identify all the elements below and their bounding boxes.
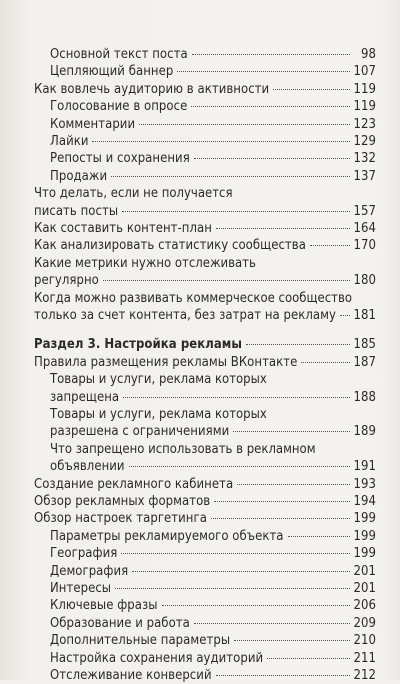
toc-entry-title: Демография <box>50 563 129 579</box>
toc-entry <box>34 82 376 98</box>
toc-page-number: 185 <box>353 337 376 353</box>
toc-entry <box>34 355 376 371</box>
toc-entry <box>50 151 376 167</box>
dot-leader <box>194 158 350 159</box>
toc-page-number: 181 <box>353 308 376 323</box>
toc-page-number: 209 <box>353 615 376 631</box>
dot-leader <box>237 484 349 485</box>
toc-page-number: 164 <box>353 221 376 236</box>
toc-entry <box>50 169 376 185</box>
toc-entry <box>34 511 376 527</box>
toc-entry-title: Настройка сохранения аудиторий <box>50 650 264 666</box>
toc-page-number: 187 <box>353 354 376 370</box>
toc-entry-title: запрещена <box>50 389 120 405</box>
toc-page-number: 189 <box>353 424 376 440</box>
toc-entry-title: Создание рекламного кабинета <box>34 476 234 492</box>
toc-entry-title: Как составить контент-план <box>34 221 212 236</box>
toc-entry <box>50 581 376 597</box>
dot-leader <box>246 344 350 345</box>
dot-leader <box>177 71 349 72</box>
toc-page-number: 211 <box>353 650 376 666</box>
dot-leader <box>288 536 350 537</box>
toc-page-number: 206 <box>353 598 376 614</box>
toc-entry <box>50 546 376 562</box>
toc-entry-title: Основной текст поста <box>50 47 188 62</box>
toc-entry-title: География <box>50 546 118 562</box>
toc-entry-title: Продажи <box>50 168 108 184</box>
dot-leader <box>310 245 350 246</box>
toc-entry <box>50 117 376 133</box>
toc-page-number: 119 <box>353 81 376 97</box>
toc-page-number: 201 <box>353 563 376 579</box>
toc-entry-title: Голосование в опросе <box>50 99 188 115</box>
toc-entry <box>50 390 376 406</box>
dot-leader <box>340 315 350 316</box>
toc-entry-title: Как вовлечь аудиторию в активности <box>34 81 270 97</box>
toc-page-number: 193 <box>353 476 376 492</box>
dot-leader <box>267 658 349 659</box>
dot-leader <box>123 397 349 398</box>
toc-page-number: 98 <box>361 47 376 62</box>
toc-page-number: 212 <box>353 668 376 683</box>
toc-page-number: 170 <box>353 238 376 254</box>
toc-entry-title: Отслеживание конверсий <box>50 668 212 683</box>
dot-leader <box>194 623 350 624</box>
toc-page-number: 210 <box>353 633 376 649</box>
toc-entry <box>50 529 376 545</box>
toc-page-number: 137 <box>353 168 376 184</box>
toc-entry-title: Ключевые фразы <box>50 598 158 614</box>
toc-entry-title-line1: Что делать, если не получается <box>34 186 233 202</box>
toc-page-number: 157 <box>353 203 376 219</box>
dot-leader <box>191 106 349 107</box>
toc-entry <box>50 99 376 115</box>
toc-page-number: 199 <box>353 546 376 562</box>
dot-leader <box>216 675 350 676</box>
toc-entry-title-line1: Когда можно развивать коммерческое сообщество <box>34 290 352 306</box>
dot-leader <box>132 571 349 572</box>
dot-leader <box>121 553 349 554</box>
toc-entry-title: Комментарии <box>50 116 136 132</box>
toc-page-number: 188 <box>353 389 376 405</box>
dot-leader <box>211 518 350 519</box>
toc-entry <box>50 459 376 475</box>
toc-entry <box>50 134 376 150</box>
toc-page-number: 194 <box>353 494 376 509</box>
toc-page-number: 123 <box>353 116 376 132</box>
toc-page-number: 180 <box>353 273 376 289</box>
toc-entry-title: Правила размещения рекламы ВКонтакте <box>34 354 298 370</box>
toc-entry-title: Репосты и сохранения <box>50 151 190 167</box>
dot-leader <box>234 640 349 641</box>
toc-entry <box>50 633 376 649</box>
dot-leader <box>192 54 350 55</box>
toc-entry-title-line1: Товары и услуги, реклама которых <box>50 372 267 388</box>
toc-entry <box>34 204 376 220</box>
toc-page-number: 191 <box>353 459 376 475</box>
toc-entry-title: разрешена с ограничениями <box>50 424 230 440</box>
toc-entry-title-line1: Товары и услуги, реклама которых <box>50 407 267 422</box>
toc-entry <box>50 424 376 440</box>
toc-entry-title: Интересы <box>50 581 112 596</box>
dot-leader <box>139 124 349 125</box>
toc-page-number: 199 <box>353 528 376 544</box>
toc-entry-title: только за счет контента, без затрат на рекламу <box>34 308 336 323</box>
toc-entry <box>50 651 376 667</box>
toc-entry <box>34 238 376 254</box>
toc-entry-title-line1: Какие метрики нужно отслеживать <box>34 255 256 271</box>
toc-entry-title: Лайки <box>50 134 89 149</box>
toc-entry-title-line1: Что запрещено использовать в рекламном <box>50 441 316 457</box>
dot-leader <box>233 431 349 432</box>
toc-section-heading <box>34 337 376 353</box>
toc-entry <box>34 221 376 237</box>
toc-entry-title: писать посты <box>34 203 119 219</box>
toc-entry-title: Цепляющий баннер <box>50 64 174 80</box>
toc-page-number: 107 <box>353 64 376 80</box>
dot-leader <box>103 280 350 281</box>
toc-entry <box>34 273 376 289</box>
toc-entry-title: Образование и работа <box>50 615 190 631</box>
toc-entry <box>50 64 376 80</box>
toc-entry <box>34 494 376 510</box>
dot-leader <box>273 89 349 90</box>
dot-leader <box>214 501 349 502</box>
toc-page-number: 201 <box>353 581 376 596</box>
toc-entry-title: Дополнительные параметры <box>50 633 231 649</box>
toc-page-number: 119 <box>353 99 376 115</box>
toc-entry <box>50 616 376 632</box>
toc-entry <box>50 598 376 614</box>
toc-entry <box>34 477 376 493</box>
toc-entry-title: Обзор рекламных форматов <box>34 494 211 509</box>
dot-leader <box>115 588 349 589</box>
dot-leader <box>301 362 349 363</box>
toc-entry <box>50 47 376 63</box>
toc-entry <box>34 308 376 324</box>
dot-leader <box>216 228 350 229</box>
toc-entry-title: Параметры рекламируемого объекта <box>50 528 284 544</box>
toc-entry <box>50 668 376 684</box>
dot-leader <box>162 605 350 606</box>
toc-page-number: 132 <box>353 151 376 167</box>
toc-entry-title: Как анализировать статистику сообщества <box>34 238 306 254</box>
toc-entry-title: объявлении <box>50 459 125 475</box>
toc-entry-title: регулярно <box>34 273 99 289</box>
toc-entry <box>50 564 376 580</box>
toc-entry-title: Обзор настроек таргетинга <box>34 511 207 527</box>
toc-page-number: 199 <box>353 511 376 527</box>
dot-leader <box>129 466 350 467</box>
toc-page-number: 129 <box>353 134 376 149</box>
dot-leader <box>111 176 349 177</box>
dot-leader <box>122 211 349 212</box>
dot-leader <box>92 141 349 142</box>
toc-section-title: Раздел 3. Настройка рекламы <box>34 337 243 353</box>
